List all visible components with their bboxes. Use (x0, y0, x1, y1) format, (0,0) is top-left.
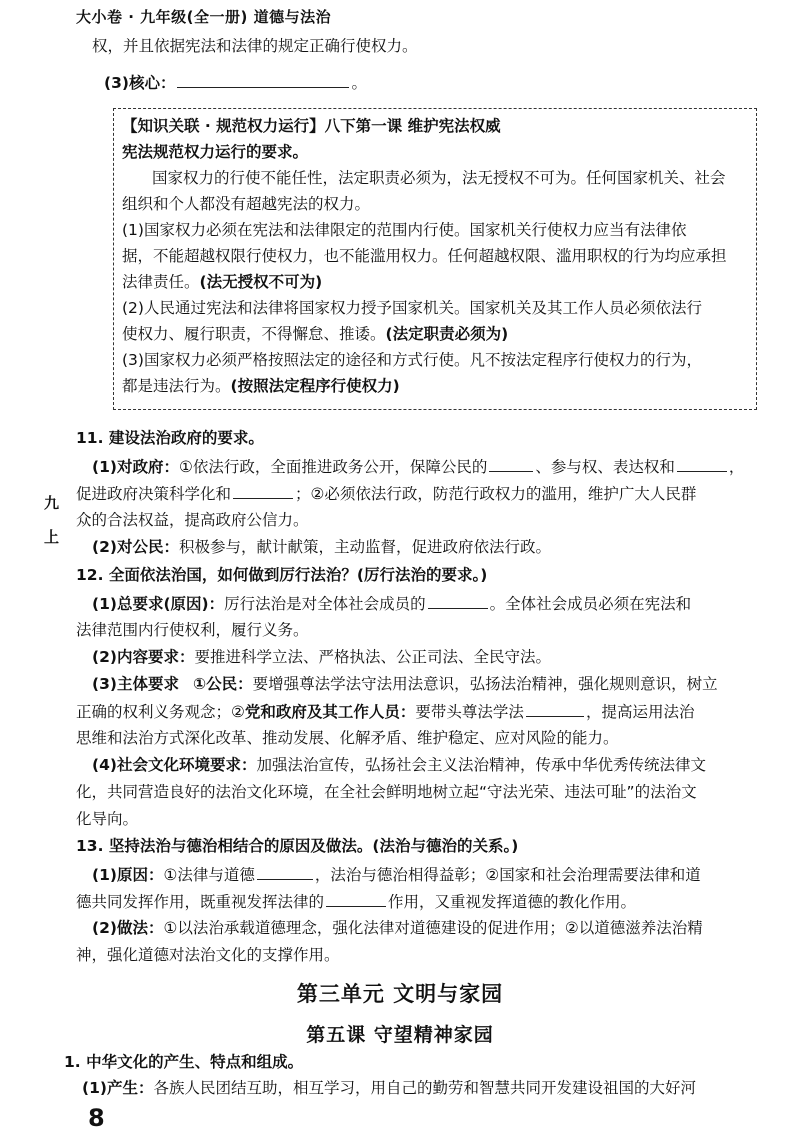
box-line: 国家权力的行使不能任性，法定职责必须为，法无授权不可为。任何国家机关、社会 (152, 169, 726, 187)
q13-text: ①以法治承载道德理念，强化法律对道德建设的促进作用；②以道德滋养法治精 (163, 919, 703, 937)
q13-label: (2)做法： (92, 919, 164, 937)
fill-blank (428, 593, 488, 609)
q11-citizen-label: (2)对公民： (92, 538, 179, 556)
q12-text: ，提高运用法治 (585, 703, 695, 721)
q13-line (92, 918, 703, 938)
question-13-title: 13. 坚持法治与德治相结合的原因及做法。(法治与德治的关系。) (76, 837, 519, 855)
box-note: (法定职责必须为) (385, 325, 509, 343)
fill-blank (526, 701, 584, 717)
box-note: (按照法定程序行使权力) (230, 377, 400, 395)
fill-blank (677, 456, 727, 472)
q11-govt-label: (1)对政府： (92, 458, 179, 476)
q12-text: 要推进科学立法、严格执法、公正司法、全民守法。 (194, 648, 551, 666)
box-line-text: 法律责任。 (122, 273, 200, 291)
q11-line (76, 483, 696, 504)
q1-text: 各族人民团结互助，相互学习，用自己的勤劳和智慧共同开发建设祖国的大好河 (153, 1079, 696, 1097)
q11-line: 众的合法权益，提高政府公信力。 (76, 511, 309, 529)
q13-line: 神，强化道德对法治文化的支撑作用。 (76, 946, 340, 964)
intro-line: 权，并且依据宪法和法律的规定正确行使权力。 (92, 37, 418, 55)
q13-text: ①法律与道德 (163, 866, 255, 884)
page-number: 8 (88, 1104, 105, 1132)
box-line: (2)人民通过宪法和法律将国家权力授予国家机关。国家机关及其工作人员必须依法行 (122, 299, 702, 317)
q12-label: (2)内容要求： (92, 648, 195, 666)
fill-blank (326, 891, 386, 907)
q11-text: ①依法行政，全面推进政务公开，保障公民的 (178, 458, 488, 476)
running-header: 大小卷 · 九年级(全一册) 道德与法治 (76, 8, 332, 26)
q11-text: 促进政府决策科学化和 (76, 485, 232, 503)
core-end: 。 (351, 74, 367, 92)
q12-line: 思维和法治方式深化改革、推动发展、化解矛盾、维护稳定、应对风险的能力。 (76, 729, 619, 747)
q12-line (92, 593, 691, 614)
box-line-text: 都是违法行为。 (122, 377, 231, 395)
q1-label: (1)产生： (82, 1079, 154, 1097)
q12-text: 要带头尊法学法 (415, 703, 524, 721)
q11-text: ， (728, 458, 745, 476)
q12-text: 正确的权利义务观念；② (76, 703, 245, 721)
box-line: 组织和个人都没有超越宪法的权力。 (122, 195, 371, 213)
q12-line: 法律范围内行使权利，履行义务。 (76, 621, 309, 639)
q12-text: 加强法治宣传，弘扬社会主义法治精神，传承中华优秀传统法律文 (256, 756, 706, 774)
box-line (122, 324, 508, 344)
unit-title: 第三单元 文明与家园 (296, 982, 504, 1006)
question-12-title: 12. 全面依法治国，如何做到厉行法治？(厉行法治的要求。) (76, 566, 488, 584)
q12-line (92, 647, 551, 667)
question-11-title: 11. 建设法治政府的要求。 (76, 429, 264, 447)
q12-line (76, 701, 694, 722)
box-tag: 【知识关联 · 规范权力运行】八下第一课 维护宪法权威 (122, 117, 501, 135)
lesson-title: 第五课 守望精神家园 (306, 1024, 494, 1046)
core-label: (3)核心： (104, 74, 176, 92)
q13-label: (1)原因： (92, 866, 164, 884)
box-line: (1)国家权力必须在宪法和法律限定的范围内行使。国家机关行使权力应当有法律依 (122, 221, 687, 239)
box-heading: 宪法规范权力运行的要求。 (122, 143, 309, 161)
question-1-title: 1. 中华文化的产生、特点和组成。 (64, 1053, 304, 1071)
q12-label: (1)总要求(原因)： (92, 595, 225, 613)
q12-line: 化导向。 (76, 810, 139, 828)
q13-text: ，法治与德治相得益彰；②国家和社会治理需要法律和道 (314, 866, 701, 884)
q12-label: (3)主体要求 (92, 675, 179, 693)
side-label-grade: 九 (44, 494, 60, 512)
q12-label: (4)社会文化环境要求： (92, 756, 257, 774)
box-line: (3)国家权力必须严格按照法定的途径和方式行使。凡不按法定程序行使权力的行为， (122, 351, 702, 369)
fill-blank (257, 864, 313, 880)
q11-text: 、参与权、表达权和 (535, 458, 675, 476)
fill-blank (489, 456, 533, 472)
q1-line (82, 1078, 696, 1098)
box-line (122, 376, 400, 396)
q11-line (92, 537, 551, 557)
core-line (104, 72, 367, 93)
q12-text: 厉行法治是对全体社会成员的 (224, 595, 426, 613)
q12-label: 党和政府及其工作人员： (244, 703, 416, 721)
box-note: (法无授权不可为) (199, 273, 323, 291)
q11-line (92, 456, 744, 477)
box-line: 据，不能超越权限行使权力，也不能滥用权力。任何超越权限、滥用职权的行为均应承担 (122, 247, 727, 265)
q12-text: 要增强尊法学法守法用法意识，弘扬法治精神，强化规则意识，树立 (252, 675, 718, 693)
q13-text: 德共同发挥作用，既重视发挥法律的 (76, 893, 325, 911)
q12-text: 。全体社会成员必须在宪法和 (489, 595, 692, 613)
q13-line (92, 864, 701, 885)
fill-blank (177, 72, 349, 88)
side-label-volume: 上 (44, 528, 60, 546)
q13-line (76, 891, 636, 912)
q12-line (92, 755, 706, 775)
q12-label: ①公民： (192, 675, 253, 693)
q11-text: 积极参与，献计献策，主动监督，促进政府依法行政。 (178, 538, 551, 556)
box-line (122, 272, 322, 292)
q12-line (92, 674, 718, 694)
q12-line: 化，共同营造良好的法治文化环境，在全社会鲜明地树立起“守法光荣、违法可耻”的法治文 (76, 783, 697, 801)
fill-blank (233, 483, 293, 499)
q11-text: ；②必须依法行政，防范行政权力的滥用，维护广大人民群 (295, 485, 697, 503)
box-line-text: 使权力、履行职责，不得懈怠、推诿。 (122, 325, 386, 343)
q13-text: 作用，又重视发挥道德的教化作用。 (388, 893, 637, 911)
